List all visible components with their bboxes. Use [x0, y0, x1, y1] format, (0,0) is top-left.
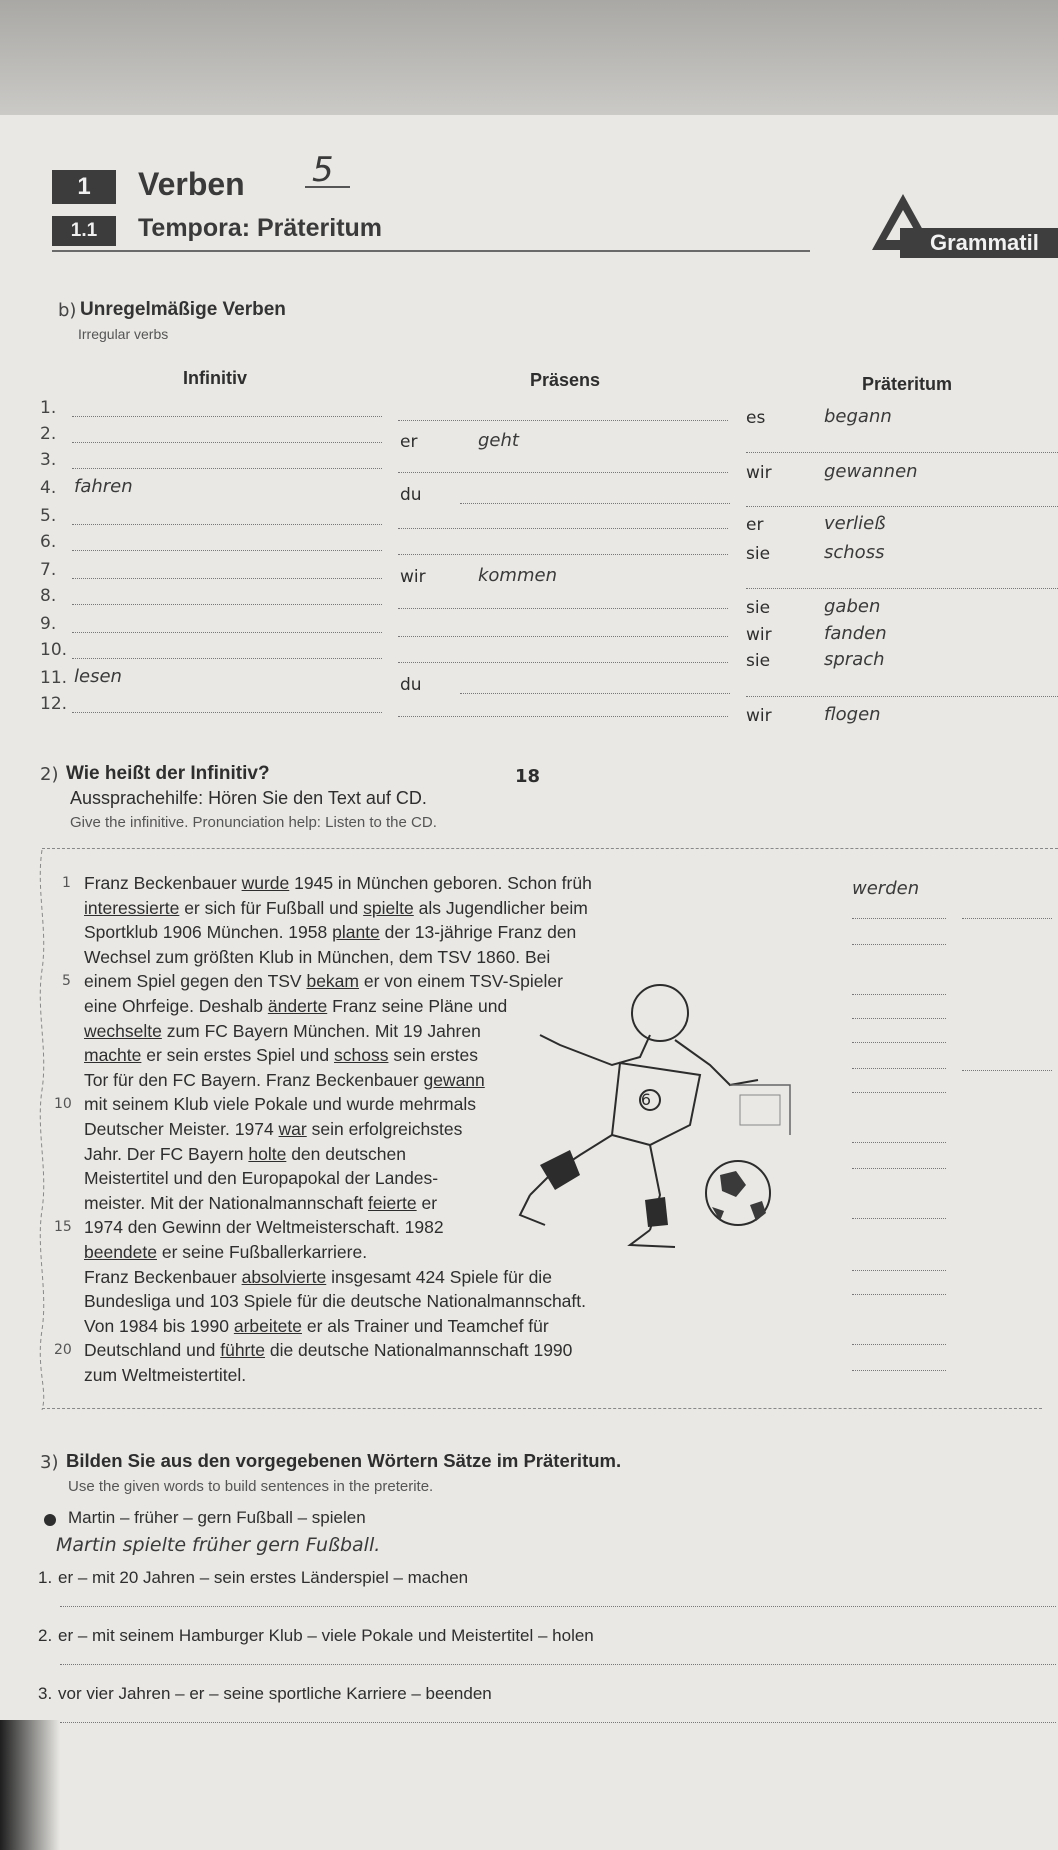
past-answer[interactable]: gaben	[824, 596, 881, 617]
past-answer[interactable]: schoss	[824, 542, 885, 563]
line-number: 20	[54, 1342, 72, 1359]
exercise-2-instruction: Aussprachehilfe: Hören Sie den Text auf CD.	[70, 788, 427, 808]
infinitive-blank[interactable]	[72, 604, 382, 605]
present-blank[interactable]	[398, 716, 728, 717]
exercise-2-title: Wie heißt der Infinitiv?	[66, 763, 270, 784]
story-line	[84, 1070, 485, 1091]
story-line	[84, 1316, 549, 1337]
past-blank[interactable]	[746, 506, 1058, 507]
story-line	[84, 922, 576, 943]
story-line	[84, 996, 507, 1017]
verb-underlined: bekam	[306, 971, 359, 992]
example-bullet-icon	[44, 1514, 56, 1526]
chapter-title: Verben	[138, 166, 245, 202]
exercise-3-marker: 3)	[40, 1452, 59, 1473]
present-blank[interactable]	[460, 693, 730, 694]
infinitive-answer-blank[interactable]	[852, 1370, 946, 1371]
story-text-segment: eine Ohrfeige. Deshalb	[84, 996, 268, 1016]
exercise-3-item-number: 3.	[38, 1684, 53, 1703]
present-blank[interactable]	[460, 503, 730, 504]
footballer-illustration	[500, 975, 800, 1265]
infinitive-answer-blank[interactable]	[852, 1294, 946, 1295]
line-number: 15	[54, 1219, 72, 1236]
present-blank[interactable]	[398, 528, 728, 529]
story-text-segment: er seine Fußballerkarriere.	[157, 1242, 368, 1262]
infinitive-blank[interactable]	[72, 442, 382, 443]
story-text-segment: 1974 den Gewinn der Weltmeisterschaft. 1982	[84, 1217, 444, 1238]
infinitive-blank[interactable]	[72, 468, 382, 469]
story-line	[84, 971, 563, 992]
story-line	[84, 1168, 438, 1189]
infinitive-blank[interactable]	[72, 578, 382, 579]
story-text-segment: Deutscher Meister. 1974	[84, 1119, 279, 1139]
past-answer[interactable]: flogen	[824, 704, 881, 725]
corner-label-text: Grammatil	[930, 230, 1039, 255]
infinitive-blank[interactable]	[72, 632, 382, 633]
story-text-segment: zum Weltmeistertitel.	[84, 1365, 247, 1385]
exercise-3-answer-blank[interactable]	[60, 1606, 1056, 1607]
story-text-segment: Franz seine Pläne und	[327, 996, 508, 1016]
present-blank[interactable]	[398, 472, 728, 473]
desk-background	[0, 0, 1058, 130]
infinitive-blank[interactable]	[72, 712, 382, 713]
verb-underlined: wechselte	[84, 1020, 162, 1041]
exercise-3-answer-blank[interactable]	[60, 1722, 1056, 1723]
story-line	[84, 1365, 246, 1386]
story-line	[84, 1291, 586, 1312]
verb-underlined: führte	[220, 1340, 265, 1361]
story-line	[84, 1340, 572, 1361]
past-answer[interactable]: verließ	[824, 513, 886, 534]
row-number: 12.	[40, 694, 68, 714]
story-text-segment: Franz Beckenbauer	[84, 1266, 242, 1287]
infinitive-answer-blank[interactable]	[852, 1018, 946, 1019]
infinitive-answer-blank[interactable]	[852, 1218, 946, 1219]
story-line	[84, 1242, 367, 1263]
story-line	[84, 873, 592, 894]
present-answer[interactable]: geht	[478, 430, 519, 451]
row-number: 2.	[40, 424, 57, 444]
story-text-segment: mit seinem Klub viele Pokale und wurde mehrmals	[84, 1094, 476, 1115]
infinitive-answer-blank[interactable]	[852, 918, 946, 919]
story-text-segment: meister. Mit der Nationalmannschaft	[84, 1192, 369, 1213]
story-text-segment: Tor für den FC Bayern. Franz Beckenbauer	[84, 1069, 424, 1090]
infinitive-answer-blank[interactable]	[852, 1042, 946, 1043]
section-rule	[52, 250, 810, 252]
section-number-badge	[52, 216, 116, 246]
verb-underlined: arbeitete	[233, 1315, 302, 1336]
example-prompt: Martin – früher – gern Fußball – spielen	[68, 1508, 366, 1527]
present-blank[interactable]	[398, 420, 728, 421]
line-number: 10	[54, 1096, 72, 1113]
svg-text:6: 6	[640, 1090, 652, 1109]
past-blank[interactable]	[746, 588, 1058, 589]
story-text-segment: er von einem TSV-Spieler	[359, 971, 563, 992]
present-answer[interactable]: kommen	[478, 565, 557, 586]
verb-underlined: gewann	[423, 1069, 485, 1090]
exercise-b-marker: b)	[58, 300, 77, 321]
story-line	[84, 1119, 462, 1140]
present-blank[interactable]	[398, 662, 728, 663]
present-blank[interactable]	[398, 636, 728, 637]
exercise-3-item-prompt: er – mit seinem Hamburger Klub – viele Pokale und Meistertitel – holen	[58, 1626, 594, 1645]
line-number: 1	[62, 875, 71, 891]
story-text-segment: er sein erstes Spiel und	[141, 1045, 334, 1066]
verb-underlined: änderte	[267, 996, 328, 1016]
story-text-segment: einem Spiel gegen den TSV	[84, 971, 307, 992]
section-title: Tempora: Präteritum	[138, 214, 383, 242]
present-pronoun: du	[400, 675, 422, 695]
chapter-number: 1	[77, 173, 91, 200]
exercise-3-item-number: 1.	[38, 1568, 53, 1587]
present-blank[interactable]	[398, 608, 728, 609]
story-line	[84, 947, 550, 968]
infinitive-answer-blank[interactable]	[852, 1168, 946, 1169]
verb-underlined: interessierte	[84, 897, 180, 918]
past-answer[interactable]: begann	[824, 406, 892, 427]
exercise-b-title: Unregelmäßige Verben	[80, 299, 286, 320]
verb-underlined: beendete	[84, 1242, 157, 1262]
past-pronoun: sie	[746, 598, 771, 618]
story-line	[84, 1193, 437, 1214]
past-answer[interactable]: fanden	[824, 623, 887, 644]
infinitive-answer-blank[interactable]	[852, 944, 946, 945]
infinitive-answer[interactable]: lesen	[74, 666, 122, 687]
story-text-segment: 1945 in München geboren. Schon früh	[289, 873, 592, 893]
verb-underlined: machte	[84, 1045, 142, 1066]
verb-underlined: war	[278, 1119, 307, 1139]
story-text-segment: als Jugendlicher beim	[413, 897, 588, 918]
past-pronoun: er	[746, 515, 764, 535]
column-header-praesens: Präsens	[530, 370, 601, 390]
verb-underlined: plante	[332, 922, 380, 943]
past-answer[interactable]: sprach	[824, 649, 885, 670]
infinitive-answer[interactable]: fahren	[74, 476, 133, 497]
story-line	[84, 1217, 444, 1238]
infinitive-blank[interactable]	[72, 524, 382, 525]
story-text-segment: sein erstes	[388, 1045, 478, 1066]
column-header-praeteritum: Präteritum	[862, 374, 953, 394]
text-box-bottom-border	[42, 1408, 1042, 1409]
present-pronoun: du	[400, 485, 422, 505]
row-number: 6.	[40, 532, 57, 552]
exercise-3-answer-blank[interactable]	[60, 1664, 1056, 1665]
story-line	[84, 898, 588, 919]
past-pronoun: es	[746, 408, 766, 428]
verb-underlined: spielte	[363, 897, 414, 918]
story-line	[84, 1045, 478, 1066]
infinitive-answer-blank[interactable]	[852, 1270, 946, 1271]
verb-underlined: feierte	[368, 1192, 417, 1213]
story-text-segment: er sich für Fußball und	[179, 897, 364, 918]
infinitive-answer-blank[interactable]	[852, 994, 946, 995]
present-blank[interactable]	[398, 554, 728, 555]
story-text-segment: insgesamt 424 Spiele für die	[326, 1266, 552, 1287]
infinitive-answer-blank-extra[interactable]	[962, 918, 1052, 919]
present-pronoun: er	[400, 432, 418, 452]
infinitive-answer-blank-extra[interactable]	[962, 1070, 1052, 1071]
row-number: 5.	[40, 506, 57, 526]
chapter-number-badge	[52, 170, 116, 204]
story-text-segment: Bundesliga und 103 Spiele für die deutsche Nationalmannschaft.	[84, 1291, 587, 1312]
row-number: 9.	[40, 614, 57, 634]
story-text-segment: Von 1984 bis 1990	[84, 1315, 234, 1336]
exercise-2-instruction-en: Give the infinitive. Pronunciation help: Listen to the CD.	[70, 814, 437, 831]
story-text-segment: zum FC Bayern München. Mit 19 Jahren	[161, 1020, 481, 1041]
story-line	[84, 1021, 481, 1042]
infinitive-blank[interactable]	[72, 416, 382, 417]
story-line	[84, 1144, 406, 1165]
past-pronoun: sie	[746, 651, 771, 671]
story-text-segment: Jahr. Der FC Bayern	[84, 1143, 249, 1164]
exercise-3-title: Bilden Sie aus den vorgegebenen Wörtern Sätze im Präteritum.	[66, 1450, 622, 1471]
story-line	[84, 1094, 476, 1115]
verb-underlined: holte	[248, 1143, 287, 1164]
corner-shadow	[0, 1720, 60, 1850]
exercise-3-item-prompt: er – mit 20 Jahren – sein erstes Länderspiel – machen	[58, 1568, 469, 1587]
section-number: 1.1	[70, 220, 98, 241]
exercise-3-item-number: 2.	[38, 1626, 53, 1645]
exercise-2-marker: 2)	[40, 764, 59, 785]
present-pronoun: wir	[400, 567, 426, 587]
story-text-segment: den deutschen	[286, 1143, 407, 1164]
row-number: 1.	[40, 398, 57, 418]
infinitive-answer-blank[interactable]	[852, 1068, 946, 1069]
story-text-segment: die deutsche Nationalmannschaft 1990	[264, 1340, 573, 1361]
story-text-segment: sein erfolgreichstes	[306, 1119, 463, 1139]
row-number: 11.	[40, 668, 68, 688]
story-text-segment: Sportklub 1906 München. 1958	[84, 922, 333, 943]
exercise-b-subtitle: Irregular verbs	[78, 326, 169, 342]
row-number: 8.	[40, 586, 57, 606]
infinitive-answer-blank[interactable]	[852, 1344, 946, 1345]
infinitive-answer-blank[interactable]	[852, 1092, 946, 1093]
story-text-segment: Wechsel zum größten Klub in München, dem TSV 1860. Bei	[84, 946, 551, 967]
past-pronoun: wir	[746, 706, 772, 726]
row-number: 3.	[40, 450, 57, 470]
verb-underlined: absolvierte	[241, 1266, 327, 1287]
infinitive-blank[interactable]	[72, 658, 382, 659]
story-line	[84, 1267, 552, 1288]
row-number: 10.	[40, 640, 68, 660]
verb-underlined: schoss	[334, 1045, 389, 1066]
cd-track-number: 18	[515, 766, 541, 787]
past-blank[interactable]	[746, 452, 1058, 453]
chapter-mark: 5	[312, 150, 334, 190]
past-answer[interactable]: gewannen	[824, 461, 918, 482]
line-number: 5	[62, 973, 71, 990]
story-text-segment: Meistertitel und den Europapokal der Landes-	[84, 1168, 439, 1189]
past-pronoun: wir	[746, 463, 772, 483]
story-text-segment: er	[416, 1192, 438, 1213]
verb-underlined: wurde	[241, 873, 290, 893]
story-text-segment: Franz Beckenbauer	[84, 873, 242, 893]
text-box-left-border	[34, 850, 50, 1410]
chapter-mark-underline	[305, 186, 350, 188]
column-header-infinitiv: Infinitiv	[183, 368, 247, 388]
answer-line-1[interactable]: werden	[852, 878, 920, 899]
past-pronoun: sie	[746, 544, 771, 564]
past-pronoun: wir	[746, 625, 772, 645]
infinitive-blank[interactable]	[72, 550, 382, 551]
example-answer: Martin spielte früher gern Fußball.	[56, 1534, 381, 1556]
text-box-top-border	[42, 848, 1058, 849]
story-text-segment: Deutschland und	[84, 1340, 221, 1361]
story-text-segment: er als Trainer und Teamchef für	[301, 1315, 549, 1336]
infinitive-answer-blank[interactable]	[852, 1142, 946, 1143]
exercise-3-instruction-en: Use the given words to build sentences in the preterite.	[68, 1478, 434, 1495]
past-blank[interactable]	[746, 696, 1058, 697]
exercise-3-item-prompt: vor vier Jahren – er – seine sportliche Karriere – beenden	[58, 1684, 492, 1703]
row-number: 7.	[40, 560, 57, 580]
row-number: 4.	[40, 478, 57, 498]
story-text-segment: der 13-jährige Franz den	[379, 922, 577, 943]
